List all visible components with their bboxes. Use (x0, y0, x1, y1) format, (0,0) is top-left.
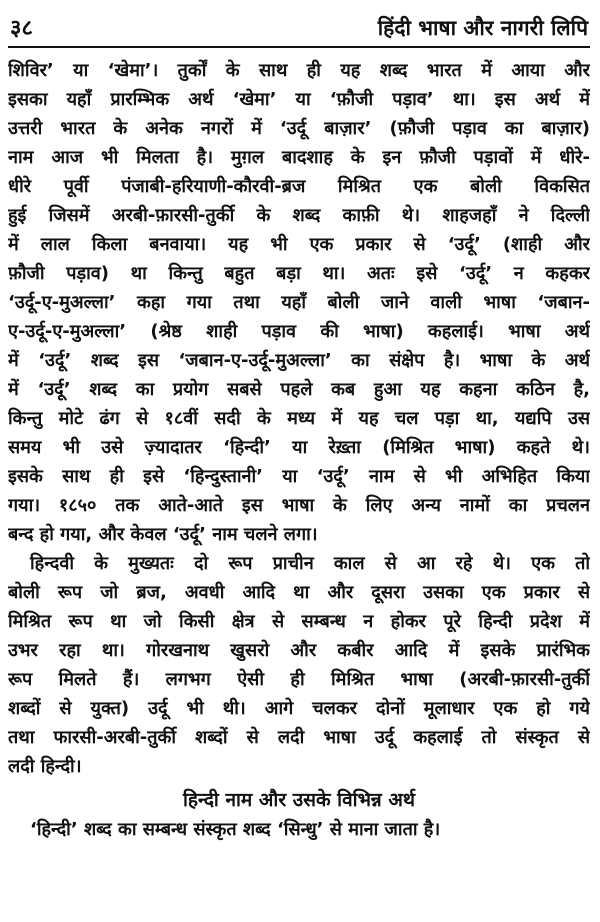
running-header (8, 12, 590, 48)
paragraph-hindavi-forms (8, 549, 590, 781)
text-line: शिविर’ या ‘खेमा’। तुर्कों के साथ ही यह शब्द भारत में आया और (8, 60, 590, 81)
text-line: धीरे पूर्वी पंजाबी-हरियाणी-कौरवी-ब्रज मिश्रित एक बोली विकसित (8, 176, 590, 197)
text-line: फ़ौजी पड़ाव) था किन्तु बहुत बड़ा था। अतः इसे ‘उर्दू’ न कहकर (8, 263, 590, 284)
text-line: किन्तु मोटे ढंग से १८वीं सदी के मध्य में यह चल पड़ा था, यद्यपि उस (8, 408, 590, 429)
text-line: मिश्रित रूप था जो किसी क्षेत्र से सम्बन्ध न होकर पूरे हिन्दी प्रदेश में (8, 611, 590, 632)
text-line: लदी हिन्दी। (8, 756, 82, 777)
text-line: में ‘उर्दू’ शब्द का प्रयोग सबसे पहले कब हुआ यह कहना कठिन है, (8, 379, 590, 400)
paragraph-hindi-origin (8, 815, 590, 844)
text-line: बन्द हो गया, और केवल ‘उर्दू’ नाम चलने लगा। (8, 524, 318, 545)
text-line: समय भी उसे ज़्यादातर ‘हिन्दी’ या रेख़्ता (मिश्रित भाषा) कहते थे। (8, 437, 590, 458)
text-line: ए-उर्दू-ए-मुअल्ला’ (श्रेष्ठ शाही पड़ाव की भाषा) कहलाई। भाषा अर्थ (8, 321, 590, 342)
text-line: हिन्दवी के मुख्यतः दो रूप प्राचीन काल से आ रहे थे। एक तो (30, 553, 590, 574)
paragraph-urdu-history (8, 56, 590, 549)
text-line: बोली रूप जो ब्रज, अवधी आदि था और दूसरा उसका एक प्रकार से (8, 582, 590, 603)
text-line: इसके साथ ही इसे ‘हिन्दुस्तानी’ या ‘उर्दू’ नाम से भी अभिहित किया (8, 466, 590, 487)
page-number: ३८ (10, 16, 33, 41)
text-line: उभर रहा था। गोरखनाथ खुसरो और कबीर आदि में इसके प्रारंभिक (8, 640, 590, 661)
text-line: शब्दों से युक्त) उर्दू भी थी। आगे चलकर दोनों मूलाधार एक हो गये (8, 698, 590, 719)
text-line: तथा फारसी-अरबी-तुर्की शब्दों से लदी भाषा उर्दू कहलाई तो संस्कृत से (8, 727, 590, 748)
text-line: ‘हिन्दी’ शब्द का सम्बन्ध संस्कृत शब्द ‘सिन्धु’ से माना जाता है। (30, 819, 441, 840)
text-line: गया। १८५० तक आते-आते इस भाषा के लिए अन्य नामों का प्रचलन (8, 495, 590, 516)
text-line: रूप मिलते हैं। लगभग ऐसी ही मिश्रित भाषा (अरबी-फ़ारसी-तुर्की (8, 669, 590, 690)
section-heading: हिन्दी नाम और उसके विभिन्न अर्थ (182, 789, 416, 811)
text-line: इसका यहाँ प्रारम्भिक अर्थ ‘खेमा’ या ‘फ़ौजी पड़ाव’ था। इस अर्थ में (8, 89, 590, 110)
body-text (8, 56, 590, 844)
text-line: उत्तरी भारत के अनेक नगरों में ‘उर्दू बाज़ार’ (फ़ौजी पड़ाव का बाज़ार) (8, 118, 590, 139)
text-line: में लाल किला बनवाया। यह भी एक प्रकार से ‘उर्दू’ (शाही और (8, 234, 590, 255)
running-title: हिंदी भाषा और नागरी लिपि (377, 16, 588, 40)
text-line: नाम आज भी मिलता है। मुग़ल बादशाह के इन फ़ौजी पड़ावों में धीरे- (8, 147, 590, 168)
text-line: हुई जिसमें अरबी-फ़ारसी-तुर्की के शब्द काफ़ी थे। शाहजहाँ ने दिल्ली (8, 205, 590, 226)
text-line: में ‘उर्दू’ शब्द इस ‘जबान-ए-उर्दू-मुअल्ला’ का संक्षेप है। भाषा के अर्थ (8, 350, 590, 371)
text-line: ‘उर्दू-ए-मुअल्ला’ कहा गया तथा यहाँ बोली जाने वाली भाषा ‘जबान- (8, 292, 590, 313)
